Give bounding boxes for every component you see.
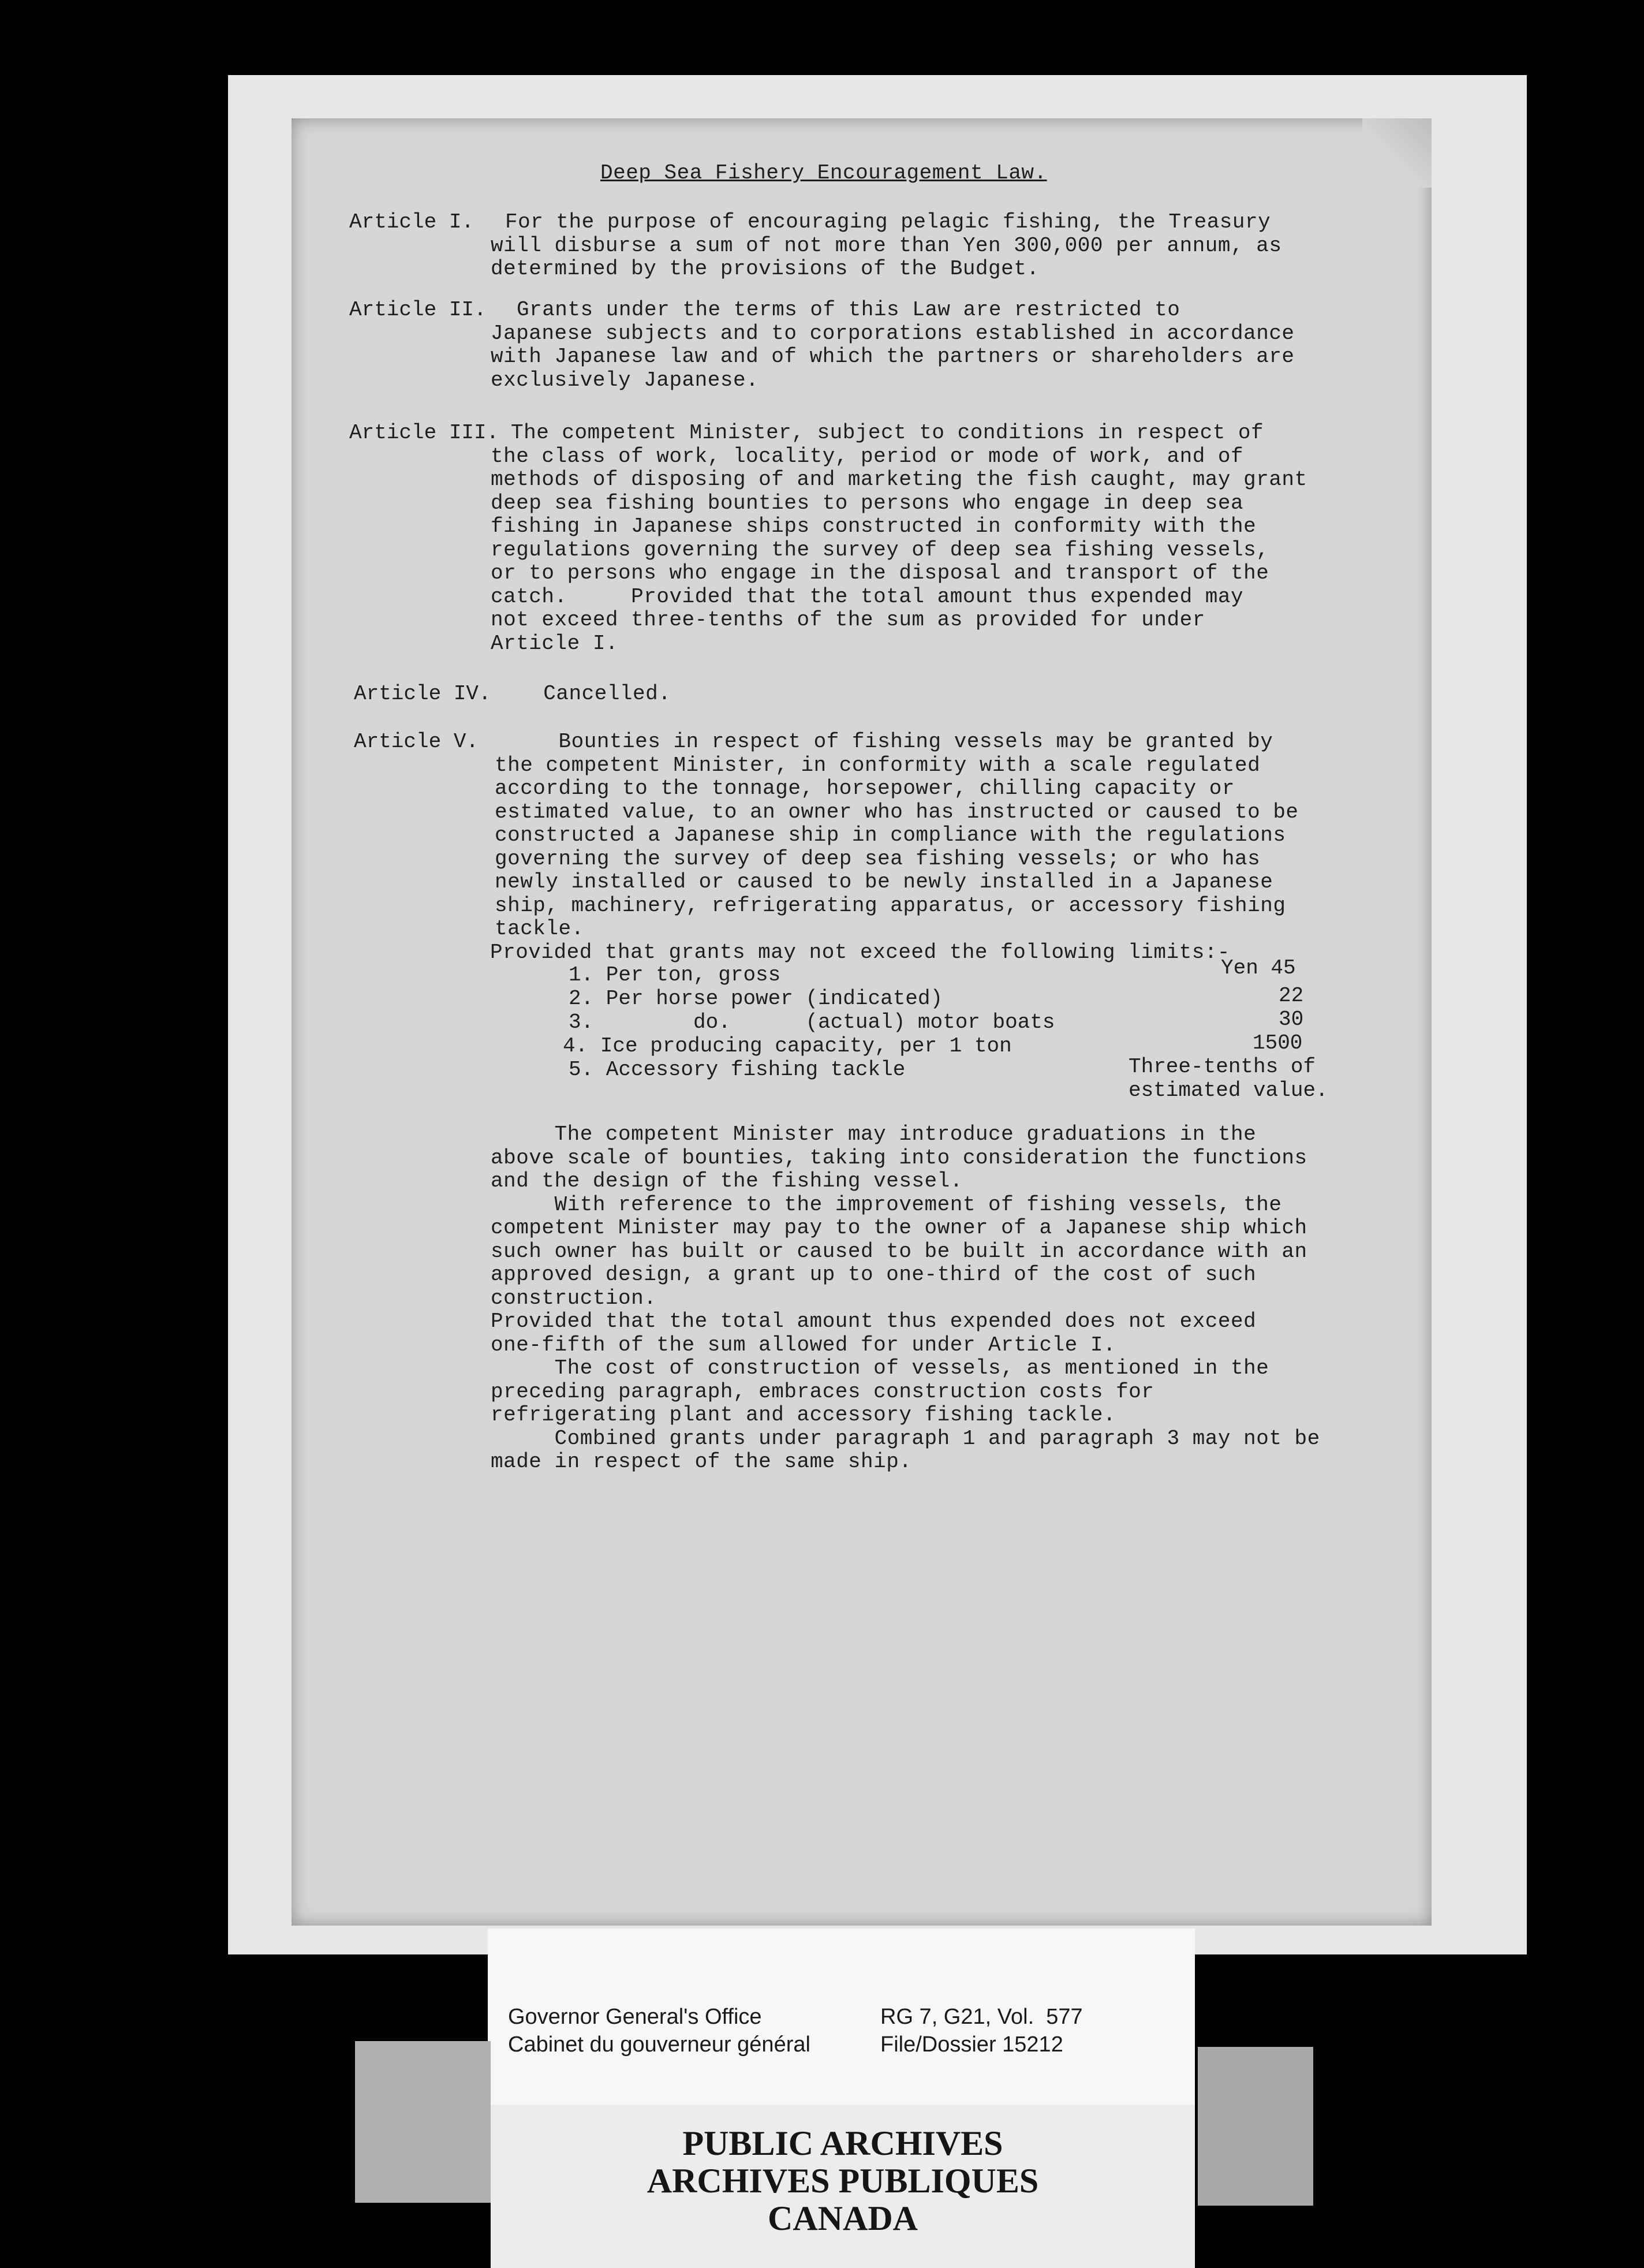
text-line: construction. xyxy=(491,1286,657,1310)
text-line: Provided that grants may not exceed the following limits:- xyxy=(490,940,1231,964)
limit-value: Yen 45 xyxy=(1221,956,1296,980)
text-line: the competent Minister, in conformity with a scale regulated xyxy=(495,753,1261,777)
stamp-line-fr: ARCHIVES PUBLIQUES xyxy=(647,2162,1039,2200)
text-line: such owner has built or caused to be built in accordance with an xyxy=(491,1239,1307,1263)
text-line: constructed a Japanese ship in compliance with the regulations xyxy=(495,823,1286,847)
text-line: refrigerating plant and accessory fishing tackle. xyxy=(491,1403,1116,1427)
limit-value: 22 xyxy=(1279,984,1304,1008)
text-line: Grants under the terms of this Law are restricted to xyxy=(517,298,1180,322)
closing-text xyxy=(491,1123,1320,1474)
text-line: For the purpose of encouraging pelagic fishing, the Treasury xyxy=(505,210,1271,234)
text-line: ship, machinery, refrigerating apparatus, or accessory fishing xyxy=(495,893,1286,917)
text-line: made in respect of the same ship. xyxy=(491,1450,912,1474)
document-title: Deep Sea Fishery Encouragement Law. xyxy=(600,161,1047,185)
article-label: Article V. xyxy=(354,730,479,753)
text-line: Bounties in respect of fishing vessels may be granted by xyxy=(495,730,1273,753)
limit-value: Three-tenths of estimated value. xyxy=(1129,1055,1328,1102)
stamp-line-en: PUBLIC ARCHIVES xyxy=(682,2124,1003,2162)
office-name-fr: Cabinet du gouverneur général xyxy=(508,2032,810,2057)
limit-value: 30 xyxy=(1279,1008,1304,1031)
stamp-line-country: CANADA xyxy=(768,2199,918,2237)
limit-item: 3. do. (actual) motor boats xyxy=(569,1010,1055,1034)
text-line: The competent Minister, subject to conditions in respect of xyxy=(511,421,1264,445)
text-line: determined by the provisions of the Budget. xyxy=(491,257,1040,281)
text-line: Japanese subjects and to corporations established in accordance xyxy=(491,321,1295,345)
text-line: Combined grants under paragraph 1 and paragraph 3 may not be xyxy=(491,1426,1320,1450)
limit-item: 4. Ice producing capacity, per 1 ton xyxy=(563,1034,1012,1058)
text-line: catch. Provided that the total amount thus expended may xyxy=(491,584,1244,609)
text-line: estimated value, to an owner who has instructed or caused to be xyxy=(495,800,1299,824)
text-line: Article I. xyxy=(491,631,619,655)
text-line: will disburse a sum of not more than Yen 300,000 per annum, as xyxy=(491,233,1282,258)
limit-value: 1500 xyxy=(1253,1031,1303,1055)
file-number: File/Dossier 15212 xyxy=(880,2032,1063,2057)
text-line: The competent Minister may introduce graduations in the xyxy=(491,1122,1257,1146)
text-line: and the design of the fishing vessel. xyxy=(491,1169,963,1193)
article-text xyxy=(491,421,1307,655)
article-label: Article I. xyxy=(349,210,474,234)
record-group-reference: RG 7, G21, Vol. 577 xyxy=(880,2005,1083,2029)
text-line: approved design, a grant up to one-third of the cost of such xyxy=(491,1263,1257,1286)
text-line: the class of work, locality, period or mode of work, and of xyxy=(491,444,1244,468)
text-line: governing the survey of deep sea fishing vessels; or who has xyxy=(495,846,1261,871)
article-text xyxy=(505,682,671,706)
text-line: one-fifth of the sum allowed for under Article I. xyxy=(491,1333,1116,1357)
text-line: Cancelled. xyxy=(505,682,671,706)
text-line: not exceed three-tenths of the sum as provided for under xyxy=(491,608,1205,632)
text-line: preceding paragraph, embraces construction costs for xyxy=(491,1379,1154,1404)
limit-item: 5. Accessory fishing tackle xyxy=(569,1058,906,1081)
office-name-en: Governor General's Office xyxy=(508,2005,762,2029)
article-text xyxy=(491,298,1309,392)
limit-item: 1. Per ton, gross xyxy=(569,963,781,987)
article-text xyxy=(490,730,1299,964)
text-line: or to persons who engage in the disposal and transport of the xyxy=(491,561,1269,585)
text-line: tackle. xyxy=(495,917,584,941)
stamp-holder-right xyxy=(1198,2047,1313,2206)
text-line: according to the tonnage, horsepower, chilling capacity or xyxy=(495,777,1235,800)
article-label: Article III. xyxy=(349,421,499,445)
text-line: above scale of bounties, taking into consideration the functions xyxy=(491,1146,1307,1170)
text-line: with Japanese law and of which the partners or shareholders are xyxy=(491,345,1295,368)
text-line: With reference to the improvement of fishing vessels, the xyxy=(491,1192,1282,1217)
article-label: Article IV. xyxy=(354,682,491,706)
text-line: Provided that the total amount thus expended does not exceed xyxy=(491,1310,1257,1333)
text-line: methods of disposing of and marketing the fish caught, may grant xyxy=(491,468,1307,491)
article-text xyxy=(491,210,1296,281)
document-page xyxy=(292,118,1432,1926)
limit-item: 2. Per horse power (indicated) xyxy=(569,987,943,1010)
text-line: exclusively Japanese. xyxy=(491,368,759,392)
archive-label-card xyxy=(488,1928,1195,2105)
text-line: deep sea fishing bounties to persons who engage in deep sea xyxy=(491,491,1244,515)
text-line: newly installed or caused to be newly installed in a Japanese xyxy=(495,870,1273,894)
stamp-holder-left xyxy=(355,2041,491,2203)
text-line: The cost of construction of vessels, as mentioned in the xyxy=(491,1356,1269,1380)
text-line: fishing in Japanese ships constructed in conformity with the xyxy=(491,514,1257,538)
text-line: competent Minister may pay to the owner of a Japanese ship which xyxy=(491,1216,1307,1240)
text-line: regulations governing the survey of deep sea fishing vessels, xyxy=(491,538,1269,562)
archive-stamp xyxy=(491,2105,1195,2268)
article-label: Article II. xyxy=(349,298,487,322)
